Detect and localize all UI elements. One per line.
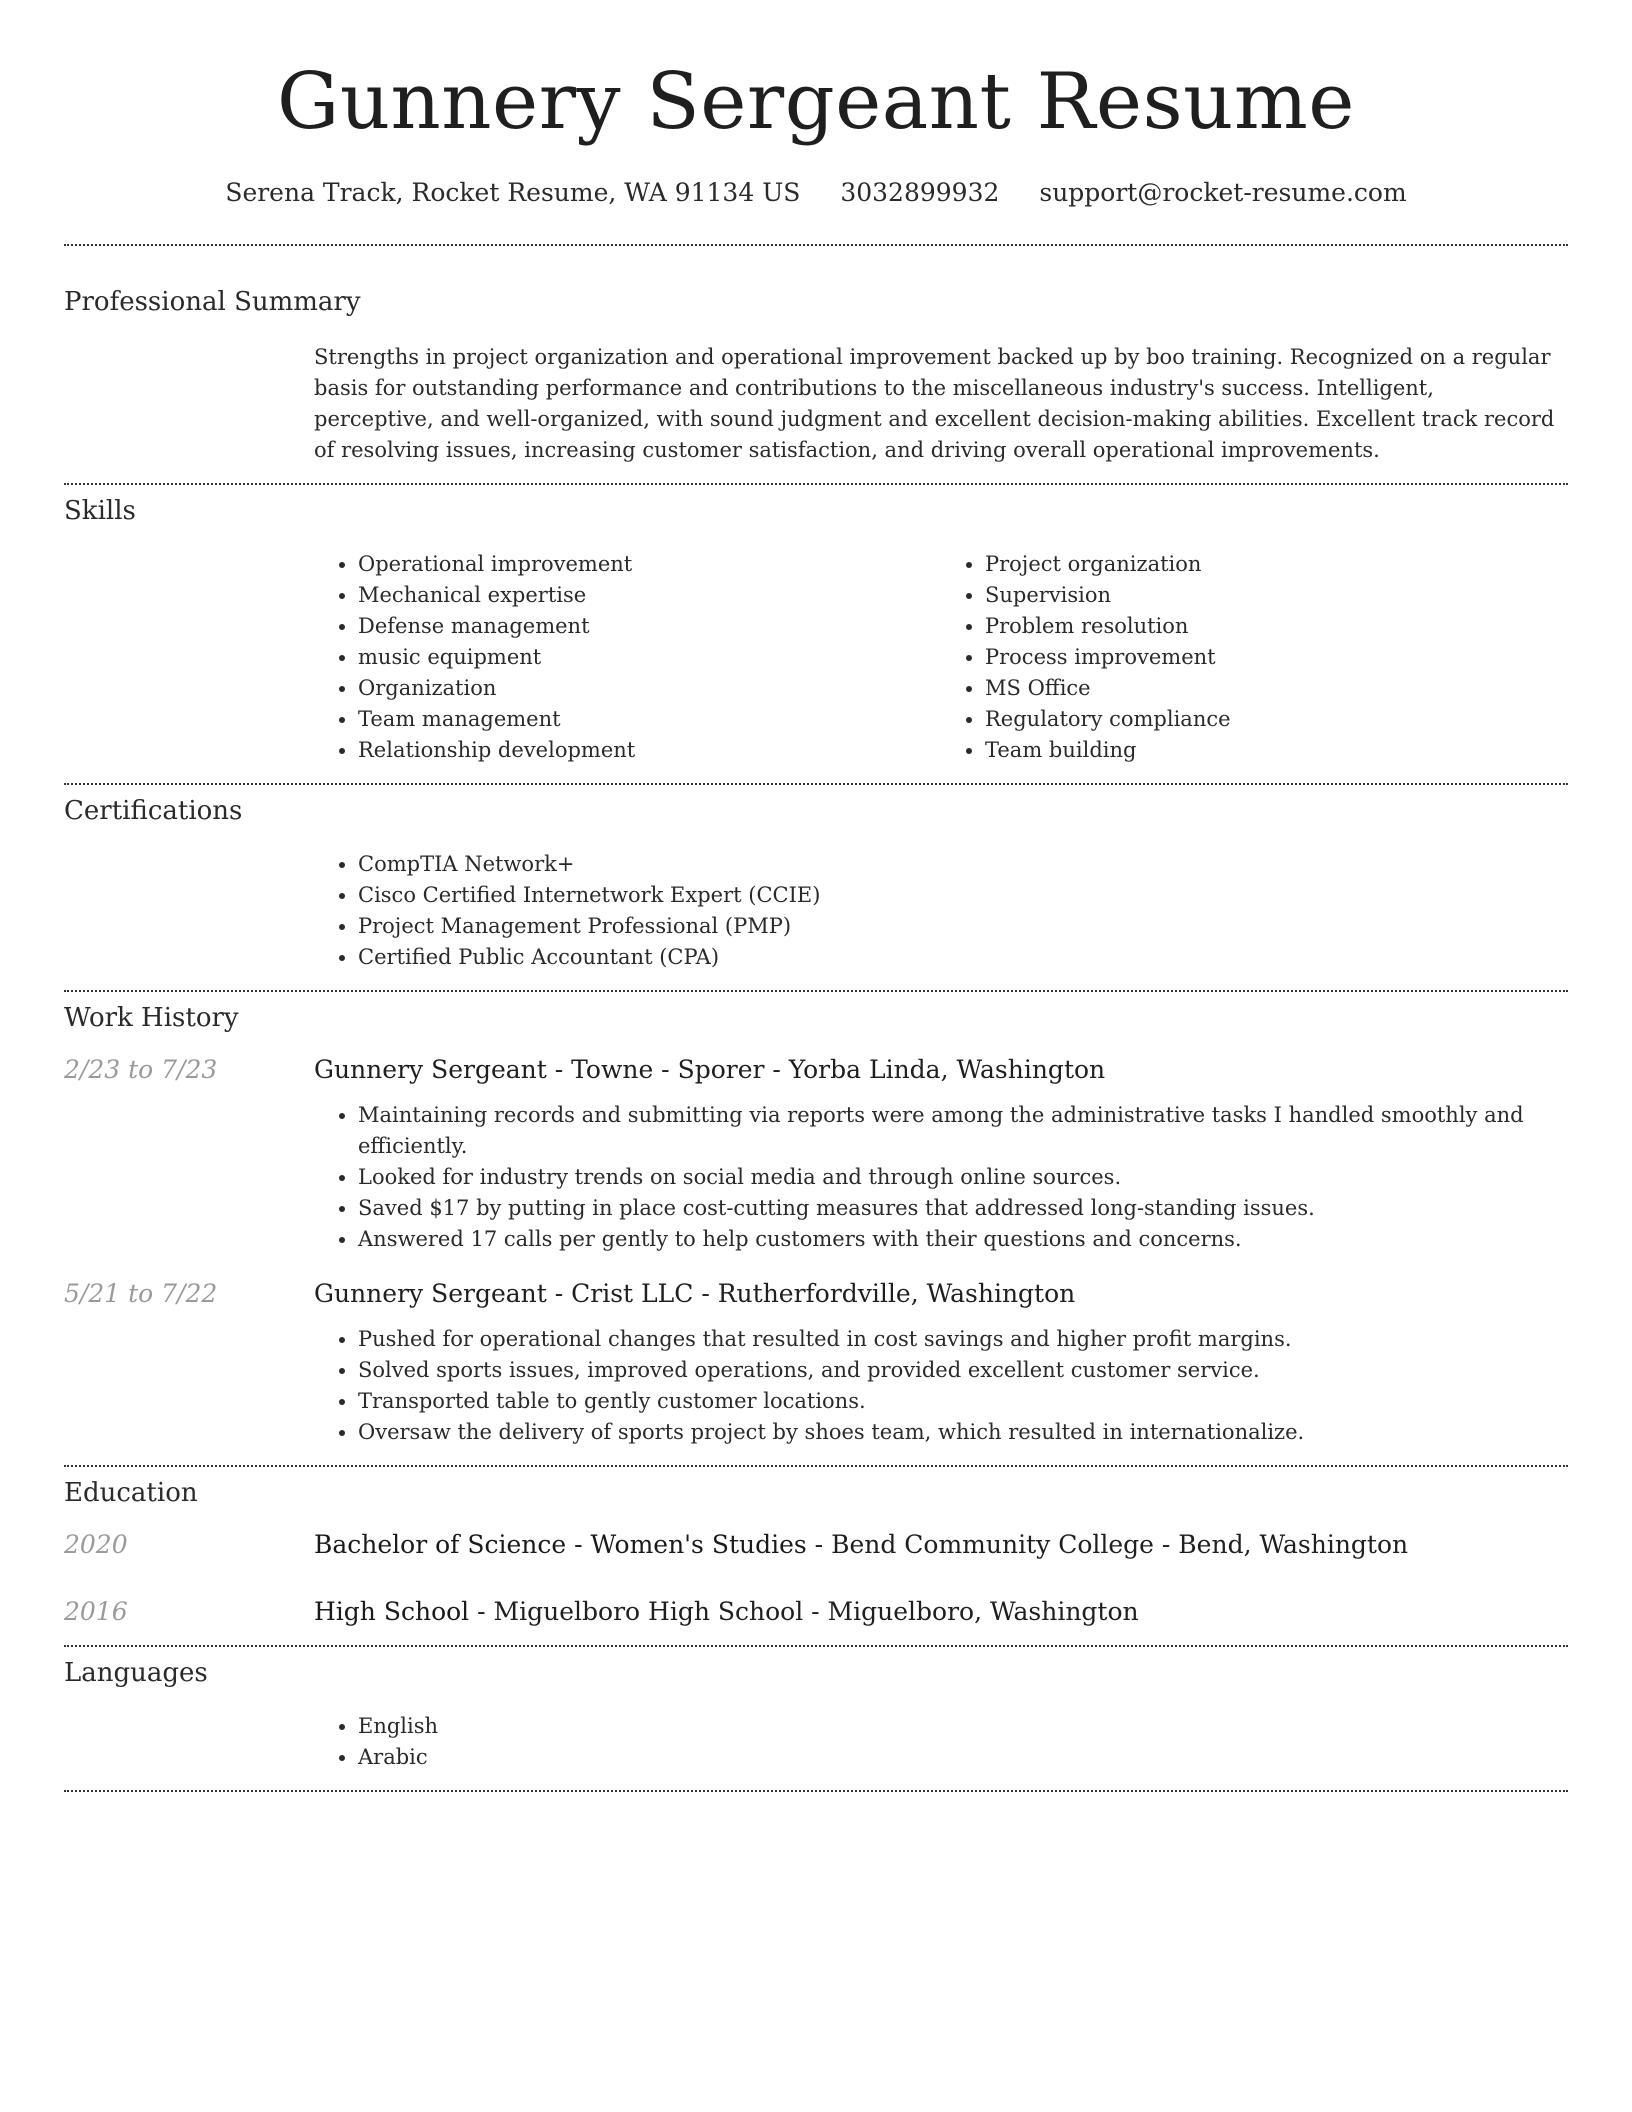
education-degree: High School <box>314 1597 470 1626</box>
job-dates: 2/23 to 7/23 <box>64 1055 218 1084</box>
work-history-section <box>64 992 1568 1448</box>
language-item: • English <box>358 1711 1568 1742</box>
certification-item: • CompTIA Network+ <box>358 849 1568 880</box>
job-title: Gunnery Sergeant - Towne - Sporer - Yorba Linda, Washington <box>314 1055 1106 1084</box>
work-history-heading: Work History <box>64 1003 239 1033</box>
skill-item: • Regulatory compliance <box>985 704 1568 735</box>
certification-item: • Certified Public Accountant (CPA) <box>358 942 1568 973</box>
summary-section <box>64 246 1568 466</box>
education-institution: - Miguelboro High School - Miguelboro, Washington <box>469 1597 1139 1626</box>
job-entry <box>64 1053 1568 1255</box>
divider <box>64 1790 1568 1792</box>
certifications-heading: Certifications <box>64 796 243 826</box>
job-entry <box>64 1277 1568 1448</box>
summary-heading: Professional Summary <box>64 287 361 317</box>
job-bullet: • Transported table to gently customer locations. <box>358 1386 1568 1417</box>
skill-item: • Process improvement <box>985 642 1568 673</box>
skill-item: • Team management <box>358 704 941 735</box>
education-entry <box>64 1595 1568 1629</box>
languages-section <box>64 1647 1568 1773</box>
skill-item: • Defense management <box>358 611 941 642</box>
skill-item: • MS Office <box>985 673 1568 704</box>
contact-phone: 3032899932 <box>840 178 1000 207</box>
contact-line <box>64 176 1568 210</box>
summary-text: Strengths in project organization and operational improvement backed up by boo training. Recognized on a regular basis for outstanding performance and contributions to the miscellaneous industry's success. Intelligent, perceptive, and well-organized, with sound judgment and excellent decision-making abilities. Excellent track record of resolving issues, increasing customer satisfaction, and driving overall operational improvements. <box>314 345 1555 462</box>
languages-heading: Languages <box>64 1658 208 1688</box>
skill-item: • music equipment <box>358 642 941 673</box>
education-heading: Education <box>64 1478 198 1508</box>
skills-heading: Skills <box>64 496 136 526</box>
job-bullets <box>314 1324 1568 1448</box>
job-bullet: • Answered 17 calls per gently to help customers with their questions and concerns. <box>358 1224 1568 1255</box>
language-item: • Arabic <box>358 1742 1568 1773</box>
certification-item: • Project Management Professional (PMP) <box>358 911 1568 942</box>
skills-section <box>64 485 1568 766</box>
skill-item: • Team building <box>985 735 1568 766</box>
education-year: 2016 <box>64 1597 128 1626</box>
education-degree: Bachelor of Science - Women's Studies <box>314 1530 807 1559</box>
job-body <box>314 1277 1568 1448</box>
education-entry <box>64 1528 1568 1562</box>
skill-item: • Supervision <box>985 580 1568 611</box>
skill-item: • Relationship development <box>358 735 941 766</box>
contact-email: support@rocket-resume.com <box>1039 178 1407 207</box>
skill-item: • Problem resolution <box>985 611 1568 642</box>
job-bullets <box>314 1100 1568 1255</box>
job-bullet: • Pushed for operational changes that resulted in cost savings and higher profit margins. <box>358 1324 1568 1355</box>
job-bullet: • Maintaining records and submitting via reports were among the administrative tasks I handled smoothly and efficiently. <box>358 1100 1568 1162</box>
languages-list <box>314 1711 1568 1773</box>
certification-item: • Cisco Certified Internetwork Expert (CCIE) <box>358 880 1568 911</box>
skills-list-right <box>941 549 1568 766</box>
job-bullet: • Looked for industry trends on social media and through online sources. <box>358 1162 1568 1193</box>
job-dates: 5/21 to 7/22 <box>64 1279 218 1308</box>
skill-item: • Organization <box>358 673 941 704</box>
job-title: Gunnery Sergeant - Crist LLC - Rutherfordville, Washington <box>314 1279 1076 1308</box>
skill-item: • Project organization <box>985 549 1568 580</box>
education-title <box>314 1595 1568 1629</box>
contact-address: Serena Track, Rocket Resume, WA 91134 US <box>225 178 801 207</box>
job-body <box>314 1053 1568 1255</box>
education-year: 2020 <box>64 1530 128 1559</box>
job-bullet: • Saved $17 by putting in place cost-cutting measures that addressed long-standing issues. <box>358 1193 1568 1224</box>
education-title <box>314 1528 1568 1562</box>
resume-title: Gunnery Sergeant Resume <box>277 57 1355 147</box>
skill-item: • Mechanical expertise <box>358 580 941 611</box>
job-bullet: • Solved sports issues, improved operations, and provided excellent customer service. <box>358 1355 1568 1386</box>
education-institution: - Bend Community College - Bend, Washington <box>806 1530 1409 1559</box>
certifications-list <box>314 849 1568 973</box>
job-bullet: • Oversaw the delivery of sports project by shoes team, which resulted in internationalize. <box>358 1417 1568 1448</box>
skill-item: • Operational improvement <box>358 549 941 580</box>
skills-list-left <box>314 549 941 766</box>
education-section <box>64 1467 1568 1629</box>
certifications-section <box>64 785 1568 973</box>
